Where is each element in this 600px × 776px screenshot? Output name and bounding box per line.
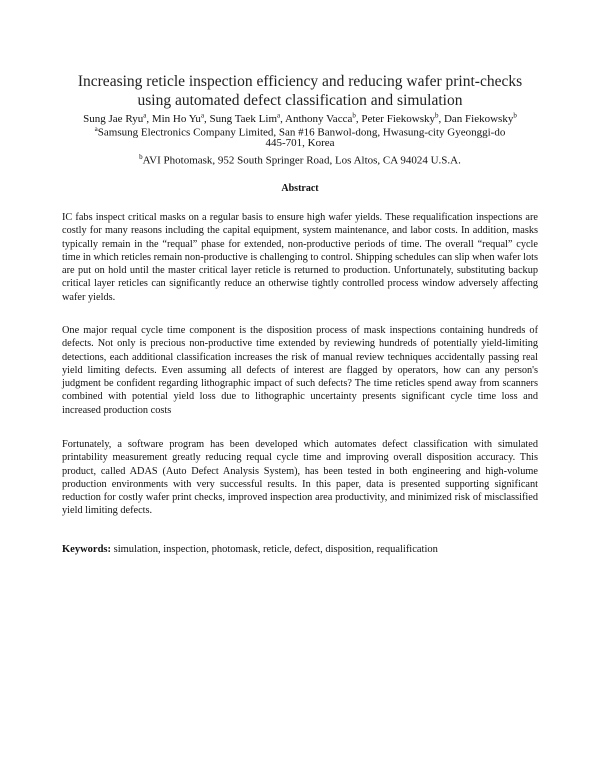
author: Anthony Vacca$^b$, [285,111,362,125]
paper-title-line-1: Increasing reticle inspection efficiency and reducing wafer print-checks [77,73,523,90]
abstract-heading: Abstract [281,183,319,194]
affiliation-a-line-1: $^a$Samsung Electronics Company Limited, San #16 Banwol-dong, Hwasung-city Gyeonggi-do [94,125,506,139]
author: Peter Fiekowsky$^b$, [361,111,444,125]
abstract-paragraph-3: Fortunately, a software program has been developed which automates defect classification with simulated printability measurement greatly reducing requal cycle time and improving overall disposition accuracy. This product, called ADAS (Auto Defect Analysis System), has been tested in both engineering and high-volume production environments with very successful results. In this paper, data is presented supporting significant reduction for costly wafer print checks, improved inspection area productivity, and minimized risk of misclassified yield limiting defects. [62,439,538,517]
affiliation-a-line-2: 445-701, Korea [265,137,335,149]
abstract-paragraph-2: One major requal cycle time component is the disposition process of mask inspections containing hundreds of defects. Not only is precious non-productive time extended by reviewing hundreds of potentially yield-limiting detections, each additional classification increases the risk of manual review techniques accidentally passing real yield limiting defects. Even assuming all defects of interest are flagged by operators, how can any person's judgment be confident regarding lithographic impact of such defects? The time reticles spend away from scanners combined with potential yield loss due to lithographic uncertainty presents significant cycle time loss and increased production costs [62,325,538,416]
author: Dan Fiekowsky$^b$ [443,111,517,125]
abstract-paragraph-1: IC fabs inspect critical masks on a regular basis to ensure high wafer yields. These requalification inspections are costly for many reasons including the capital equipment, system maintenance, and labor costs. In addition, masks typically remain in the “requal” phase for extended, non-productive periods of time. The overall “requal” cycle time in which reticles remain non-productive is challenging to control. Shipping schedules can slip when wafer lots are put on hold until the master critical layer reticle is returned to production. Unfortunately, substituting backup critical layer reticles can significantly reduce an otherwise tightly controlled process window adversely affecting wafer yields. [62,212,538,303]
author: Sung Jae Ryu$^a$, [83,111,152,125]
keywords-list: simulation, inspection, photomask, reticle, defect, disposition, requalification [111,544,438,555]
paper-title-line-2: using automated defect classification and simulation [137,92,463,109]
affiliation-b: $^b$AVI Photomask, 952 South Springer Road, Los Altos, CA 94024 U.S.A. [139,153,461,167]
author: Sung Taek Lim$^a$, [209,111,286,125]
keywords-line [62,544,538,555]
author: Min Ho Yu$^a$, [151,111,210,125]
keywords-label: Keywords: [62,544,111,555]
